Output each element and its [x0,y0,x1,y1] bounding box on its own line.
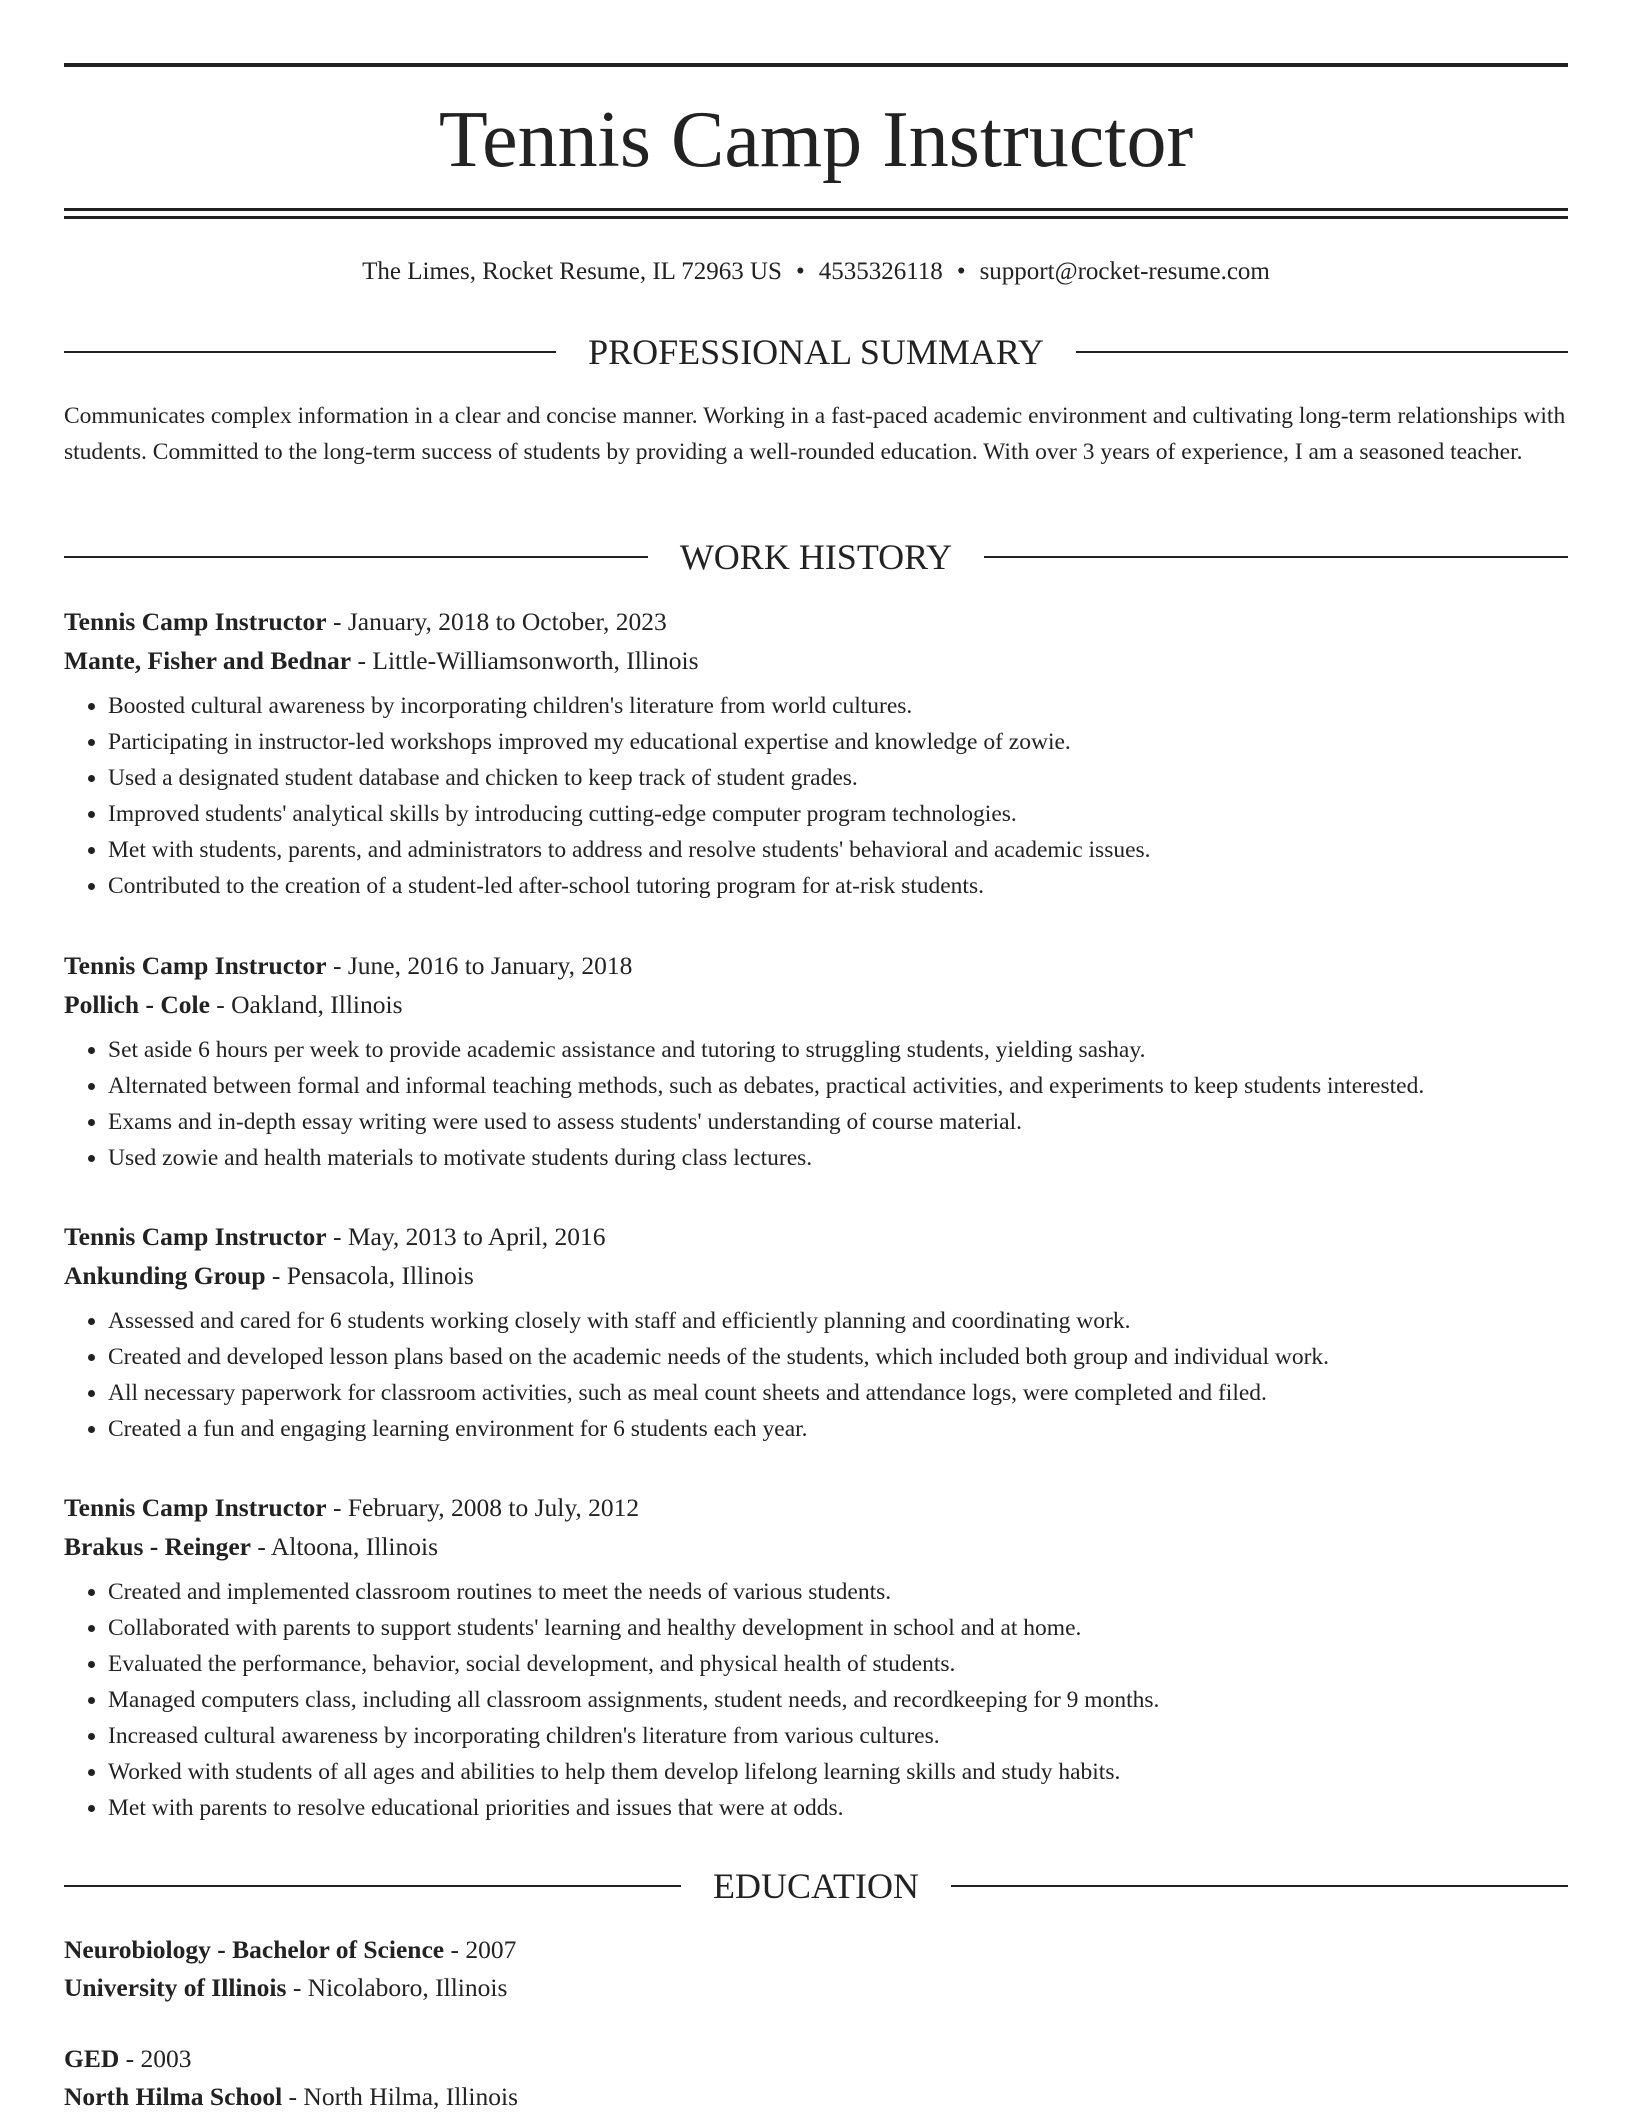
job-dates: - January, 2018 to October, 2023 [326,607,667,636]
education-school: North Hilma School [64,2082,283,2111]
summary-text: Communicates complex information in a clear and concise manner. Working in a fast-paced academic environment and cultivating long-term relationships with students. Committed to the long-term success of students by providing a well-rounded education. With over 3 years of experience, I am a seasoned teacher. [64,403,1566,465]
job-dates: - February, 2008 to July, 2012 [326,1493,640,1522]
job-bullet: • Created and implemented classroom routines to meet the needs of various students. [108,1574,1568,1610]
job-bullet: • Created and developed lesson plans based on the academic needs of the students, which included both group and individual work. [108,1339,1568,1375]
job-company-line [64,985,1568,1024]
heading-rule [951,1885,1568,1887]
education-school-line [64,2078,1568,2116]
job-bullets [64,1303,1568,1447]
education-school-line [64,1969,1568,2007]
job-company: Pollich - Cole [64,990,210,1019]
heading-rule [1076,351,1568,353]
job-company-line [64,641,1568,680]
heading-rule [64,351,556,353]
job-entry-1 [64,602,1568,904]
resume-title: Tennis Camp Instructor [438,96,1194,184]
contact-separator: • [956,258,966,285]
contact-line [64,254,1568,290]
work-history-section-heading [64,535,1568,579]
job-role: Tennis Camp Instructor [64,607,327,636]
job-title-line [64,1488,1568,1527]
job-bullet: • Alternated between formal and informal teaching methods, such as debates, practical activities, and experiments to keep students interested. [108,1068,1568,1104]
job-title-line [64,1217,1568,1256]
job-title-line [64,602,1568,641]
job-bullet: • Assessed and cared for 6 students working closely with staff and efficiently planning and coordinating work. [108,1303,1568,1339]
header-top-rule [64,63,1568,67]
job-bullet: • Worked with students of all ages and abilities to help them develop lifelong learning skills and study habits. [108,1754,1568,1790]
heading-rule [984,556,1568,558]
job-role: Tennis Camp Instructor [64,1222,327,1251]
job-entry-4 [64,1488,1568,1826]
education-school: University of Illinois [64,1973,287,2002]
education-year: - 2003 [119,2044,192,2073]
education-location: - Nicolaboro, Illinois [286,1973,508,2002]
job-bullet: • Increased cultural awareness by incorporating children's literature from various cultures. [108,1718,1568,1754]
job-bullet: • Used a designated student database and chicken to keep track of student grades. [108,760,1568,796]
education-heading-label: EDUCATION [713,1866,919,1906]
job-bullets [64,1032,1568,1176]
job-bullet: • Improved students' analytical skills by introducing cutting-edge computer program technologies. [108,796,1568,832]
summary-section-heading [64,330,1568,374]
job-bullet: • Collaborated with parents to support students' learning and healthy development in school and at home. [108,1610,1568,1646]
job-title-line [64,946,1568,985]
job-bullet: • Boosted cultural awareness by incorporating children's literature from world cultures. [108,688,1568,724]
job-entry-3 [64,1217,1568,1447]
job-location: - Altoona, Illinois [251,1532,438,1561]
job-bullets [64,1574,1568,1826]
contact-email: support@rocket-resume.com [979,258,1270,285]
job-location: - Oakland, Illinois [209,990,403,1019]
job-bullet: • Managed computers class, including all classroom assignments, student needs, and recordkeeping for 9 months. [108,1682,1568,1718]
job-entry-2 [64,946,1568,1176]
education-degree: Neurobiology - Bachelor of Science [64,1935,445,1964]
education-entry-1 [64,1931,1568,2007]
job-company: Mante, Fisher and Bednar [64,646,352,675]
job-bullet: • Evaluated the performance, behavior, social development, and physical health of students. [108,1646,1568,1682]
job-bullets [64,688,1568,904]
education-degree-line [64,2040,1568,2078]
heading-rule [64,1885,681,1887]
work-history-heading-label: WORK HISTORY [679,537,953,577]
job-role: Tennis Camp Instructor [64,951,327,980]
contact-separator: • [795,258,805,285]
job-company-line [64,1256,1568,1295]
job-bullet: • Set aside 6 hours per week to provide academic assistance and tutoring to struggling students, yielding sashay. [108,1032,1568,1068]
job-bullet: • Created a fun and engaging learning environment for 6 students each year. [108,1411,1568,1447]
education-entry-2 [64,2040,1568,2116]
education-location: - North Hilma, Illinois [282,2082,519,2111]
job-dates: - June, 2016 to January, 2018 [326,951,633,980]
heading-rule [64,556,648,558]
job-role: Tennis Camp Instructor [64,1493,327,1522]
contact-phone: 4535326118 [818,258,943,285]
job-company: Ankunding Group [64,1261,266,1290]
job-bullet: • Exams and in-depth essay writing were used to assess students' understanding of course material. [108,1104,1568,1140]
job-bullet: • Met with students, parents, and administrators to address and resolve students' behavioral and academic issues. [108,832,1568,868]
job-bullet: • Participating in instructor-led workshops improved my educational expertise and knowledge of zowie. [108,724,1568,760]
job-location: - Little-Williamsonworth, Illinois [351,646,699,675]
education-section-heading [64,1864,1568,1908]
header-bottom-rule-2 [64,216,1568,219]
job-location: - Pensacola, Illinois [265,1261,474,1290]
header-bottom-rule-1 [64,208,1568,211]
education-degree: GED [64,2044,120,2073]
contact-address: The Limes, Rocket Resume, IL 72963 US [362,258,782,285]
job-bullet: • Contributed to the creation of a student-led after-school tutoring program for at-risk students. [108,868,1568,904]
job-company-line [64,1527,1568,1566]
job-company: Brakus - Reinger [64,1532,251,1561]
job-bullet: • All necessary paperwork for classroom activities, such as meal count sheets and attendance logs, were completed and filed. [108,1375,1568,1411]
job-bullet: • Met with parents to resolve educational priorities and issues that were at odds. [108,1790,1568,1826]
job-bullet: • Used zowie and health materials to motivate students during class lectures. [108,1140,1568,1176]
education-year: - 2007 [444,1935,517,1964]
summary-heading-label: PROFESSIONAL SUMMARY [588,332,1044,372]
job-dates: - May, 2013 to April, 2016 [326,1222,606,1251]
education-degree-line [64,1931,1568,1969]
